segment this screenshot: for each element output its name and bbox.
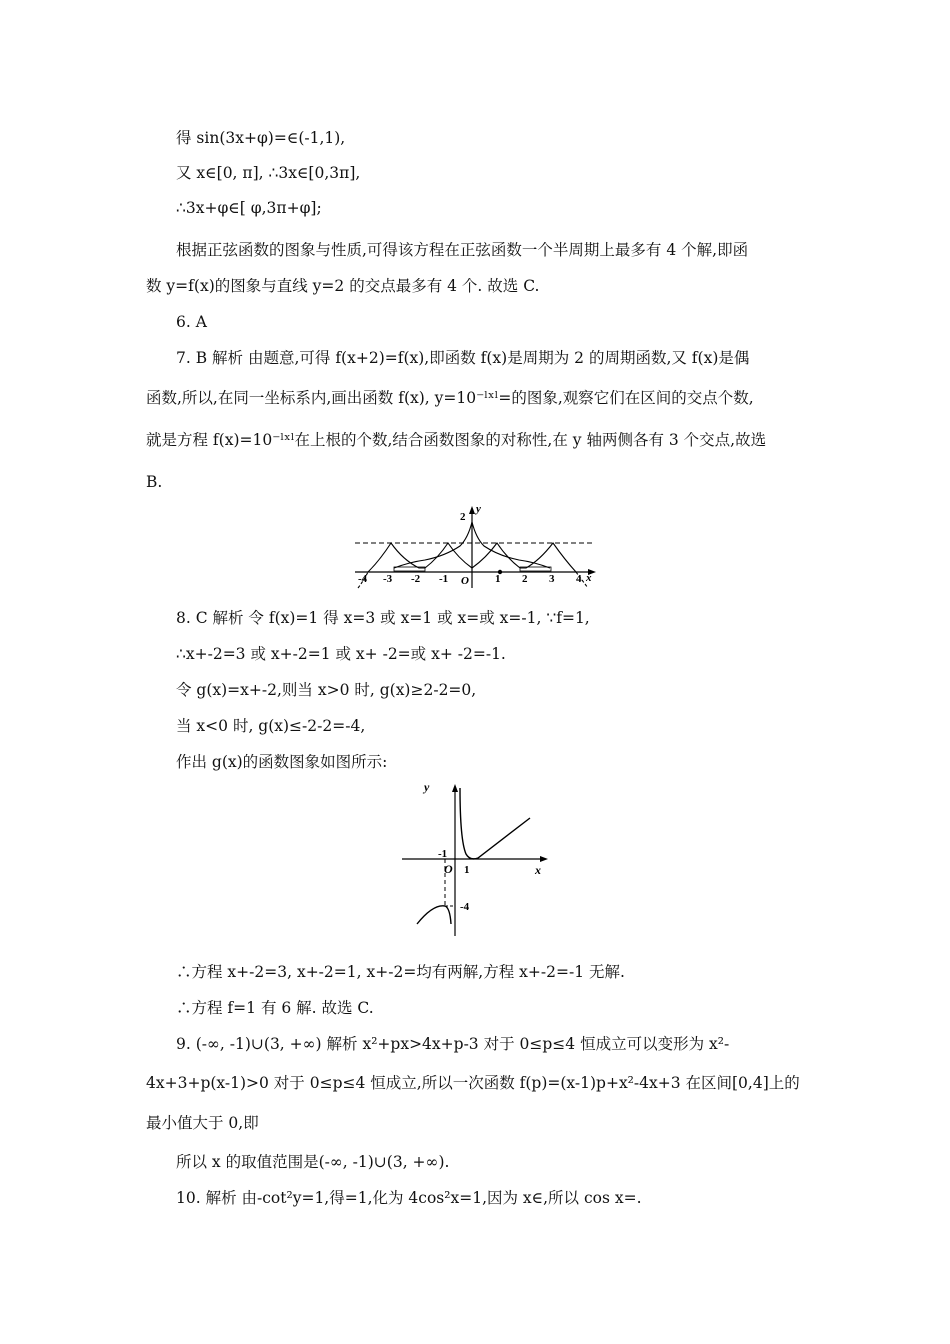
text-line: 当 x<0 时, g(x)≤-2-2=-4, [176,717,366,735]
x-tick-label: 4 [576,573,582,585]
y-axis-arrow [469,506,475,514]
x-axis-label: x [535,863,541,877]
y-axis-label: y [424,780,430,794]
text-line: 就是方程 f(x)=10⁻ˡˣˡ在上根的个数,结合函数图象的对称性,在 y 轴两侧各有 3 个交点,故选 [146,431,767,449]
x-tick-label: 3 [549,573,555,585]
x-tick-label: -4 [358,573,368,585]
text-line: ∴x+-2=3 或 x+-2=1 或 x+ -2=或 x+ -2=-1. [176,645,506,663]
text-line: ∴方程 x+-2=3, x+-2=1, x+-2=均有两解,方程 x+-2=-1 无解. [176,963,625,981]
text-line: 最小值大于 0,即 [146,1114,259,1132]
text-line: 4x+3+p(x-1)>0 对于 0≤p≤4 恒成立,所以一次函数 f(p)=(x-1)p+x²-4x+3 在区间[0,4]上的 [146,1074,800,1092]
y-tick-label: 2 [460,511,466,523]
x-tick-label: -3 [383,573,393,585]
y-axis-label: y [476,503,481,515]
text-line: 9. (-∞, -1)∪(3, +∞) 解析 x²+px>4x+p-3 对于 0≤p≤4 恒成立可以变形为 x²- [176,1035,730,1053]
tick-label: -1 [438,848,448,860]
text-line: 8. C 解析 令 f(x)=1 得 x=3 或 x=1 或 x=或 x=-1, ∵f=1, [176,609,590,627]
text-line: 根据正弦函数的图象与性质,可得该方程在正弦函数一个半周期上最多有 4 个解,即函 [176,241,749,259]
text-line: 6. A [176,313,207,331]
text-line: ∴方程 f=1 有 6 解. 故选 C. [176,999,374,1017]
periodic-function-graph [350,500,600,590]
x-axis-arrow [540,856,548,862]
text-line: 所以 x 的取值范围是(-∞, -1)∪(3, +∞). [176,1153,450,1171]
x-axis-label: x [586,572,592,584]
x-tick-label: 2 [522,573,528,585]
text-line: 得 sin(3x+φ)=∈(-1,1), [176,129,346,147]
origin-label: O [444,862,453,876]
text-line: 令 g(x)=x+-2,则当 x>0 时, g(x)≥2-2=0, [176,681,477,699]
x-tick-label: -1 [439,573,449,585]
g-curve-negative [417,906,451,924]
text-line: 又 x∈[0, π], ∴3x∈[0,3π], [176,164,361,182]
tick-label: -4 [460,901,470,913]
text-line: 函数,所以,在同一坐标系内,画出函数 f(x), y=10⁻ˡˣˡ=的图象,观察它们在区间的交点个数, [146,389,754,407]
text-line: 10. 解析 由-cot²y=1,得=1,化为 4cos²x=1,因为 x∈,所以 cos x=. [176,1189,642,1207]
text-line: ∴3x+φ∈[ φ,3π+φ]; [176,199,322,217]
text-line: 7. B 解析 由题意,可得 f(x+2)=f(x),即函数 f(x)是周期为 2 的周期函数,又 f(x)是偶 [176,349,750,367]
text-line: 数 y=f(x)的图象与直线 y=2 的交点最多有 4 个. 故选 C. [146,277,540,295]
text-line: B. [146,473,163,491]
y-axis-arrow [452,784,458,792]
tick-label: 1 [464,864,470,876]
origin-label: O [461,575,469,587]
x-tick-label: -2 [411,573,421,585]
g-function-graph [398,778,553,940]
g-curve-positive [460,788,530,859]
x-tick-label: 1 [495,573,501,585]
text-line: 作出 g(x)的函数图象如图所示: [176,753,388,771]
